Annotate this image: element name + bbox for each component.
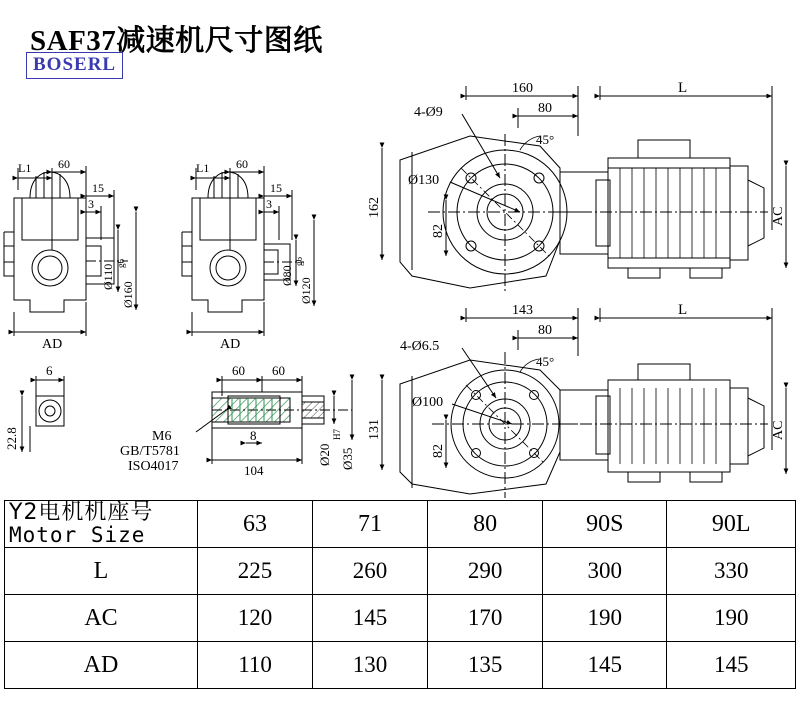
view-shaft-end — [4, 363, 64, 452]
table-header-row — [5, 501, 796, 548]
cell-l-90s: 300 — [543, 548, 667, 595]
svg-text:162: 162 — [367, 197, 382, 218]
cell-l-71: 260 — [313, 548, 428, 595]
svg-text:AD: AD — [42, 337, 63, 352]
svg-text:60: 60 — [232, 363, 245, 378]
svg-text:45°: 45° — [536, 354, 555, 369]
svg-text:15: 15 — [270, 181, 282, 195]
svg-text:Ø120: Ø120 — [299, 277, 313, 304]
cell-l-63: 225 — [198, 548, 313, 595]
row-label-ad: AD — [5, 642, 198, 689]
cell-l-80: 290 — [428, 548, 543, 595]
svg-text:160: 160 — [512, 81, 533, 96]
view-left-top — [4, 157, 136, 352]
cell-ac-80: 170 — [428, 595, 543, 642]
table-row — [5, 595, 796, 642]
table-row — [5, 642, 796, 689]
svg-text:Ø130: Ø130 — [408, 173, 440, 188]
table-row — [5, 548, 796, 595]
view-shaft-detail — [120, 363, 355, 478]
svg-text:82: 82 — [431, 224, 446, 238]
cell-ad-90s: 145 — [543, 642, 667, 689]
svg-text:80: 80 — [538, 101, 552, 116]
table-col-71: 71 — [313, 501, 428, 548]
svg-text:L: L — [678, 302, 688, 318]
svg-text:Ø160: Ø160 — [121, 281, 135, 308]
svg-text:L1: L1 — [18, 161, 32, 175]
svg-text:GB/T5781: GB/T5781 — [120, 444, 180, 459]
svg-text:g6: g6 — [116, 259, 126, 268]
cell-l-90l: 330 — [667, 548, 796, 595]
table-rowhead-motor-size — [5, 501, 198, 548]
view-upper-right — [367, 80, 786, 292]
view-mid-top — [182, 157, 314, 352]
row-label-l: L — [5, 548, 198, 595]
svg-text:22.8: 22.8 — [4, 427, 19, 450]
svg-text:60: 60 — [236, 157, 248, 171]
svg-text:L: L — [678, 80, 688, 96]
svg-text:AC: AC — [771, 206, 786, 226]
cell-ad-63: 110 — [198, 642, 313, 689]
svg-text:ISO4017: ISO4017 — [128, 459, 179, 474]
cell-ac-71: 145 — [313, 595, 428, 642]
svg-text:60: 60 — [272, 363, 285, 378]
svg-text:15: 15 — [92, 181, 104, 195]
svg-text:H7: H7 — [332, 429, 342, 440]
svg-text:45°: 45° — [536, 132, 555, 147]
motor-size-label-en: Motor Size — [9, 523, 146, 548]
svg-text:M6: M6 — [152, 429, 172, 444]
svg-text:8: 8 — [250, 428, 257, 443]
svg-text:Ø20: Ø20 — [317, 443, 332, 466]
row-label-ac: AC — [5, 595, 198, 642]
spec-table — [4, 500, 796, 689]
svg-text:Ø80: Ø80 — [280, 265, 294, 286]
svg-text:3: 3 — [266, 197, 272, 211]
table-col-90l: 90L — [667, 501, 796, 548]
svg-text:6: 6 — [46, 363, 53, 378]
cell-ac-63: 120 — [198, 595, 313, 642]
motor-size-label-cn: Y2电机机座号 — [9, 500, 154, 525]
svg-text:60: 60 — [58, 157, 70, 171]
svg-text:4-Ø6.5: 4-Ø6.5 — [400, 339, 440, 354]
svg-text:3: 3 — [88, 197, 94, 211]
svg-text:g6: g6 — [294, 257, 304, 266]
svg-text:Ø35: Ø35 — [340, 447, 355, 470]
page-title: SAF37减速机尺寸图纸 — [30, 25, 323, 57]
table-col-80: 80 — [428, 501, 543, 548]
svg-text:Ø110: Ø110 — [101, 263, 115, 290]
svg-text:82: 82 — [431, 444, 446, 458]
svg-text:Ø100: Ø100 — [412, 395, 444, 410]
brand-logo-text: BOSERL — [33, 54, 117, 75]
cell-ad-71: 130 — [313, 642, 428, 689]
svg-text:AD: AD — [220, 337, 241, 352]
cell-ac-90s: 190 — [543, 595, 667, 642]
table-col-63: 63 — [198, 501, 313, 548]
svg-text:4-Ø9: 4-Ø9 — [414, 105, 443, 120]
svg-text:143: 143 — [512, 303, 533, 318]
cell-ac-90l: 190 — [667, 595, 796, 642]
svg-text:104: 104 — [244, 463, 264, 478]
svg-text:80: 80 — [538, 323, 552, 338]
cell-ad-80: 135 — [428, 642, 543, 689]
view-lower-right — [367, 302, 786, 498]
cell-ad-90l: 145 — [667, 642, 796, 689]
table-col-90s: 90S — [543, 501, 667, 548]
svg-text:L1: L1 — [196, 161, 210, 175]
svg-text:131: 131 — [367, 419, 382, 440]
svg-text:AC: AC — [771, 420, 786, 440]
